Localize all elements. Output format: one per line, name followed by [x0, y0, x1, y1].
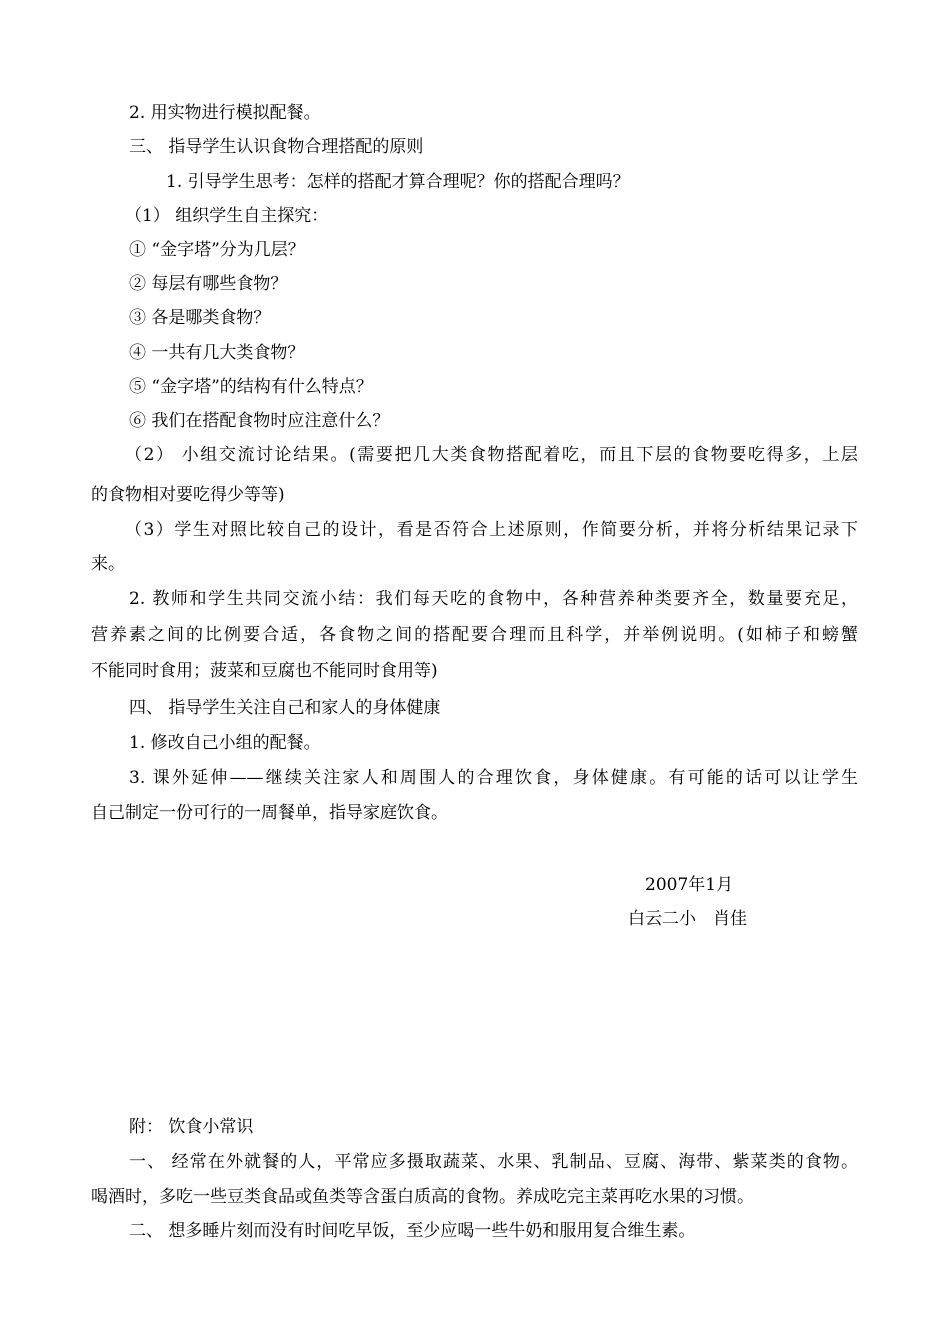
- text-line: 3. 课外延伸——继续关注家人和周围人的合理饮食，身体健康。有可能的话可以让学生: [129, 768, 858, 788]
- section-heading: 四、 指导学生关注自己和家人的身体健康: [129, 698, 441, 718]
- text-line: 2. 教师和学生共同交流小结：我们每天吃的食物中，各种营养种类要齐全，数量要充足，: [129, 589, 858, 609]
- text-line: 1. 引导学生思考：怎样的搭配才算合理呢？你的搭配合理吗？: [166, 172, 630, 192]
- list-item: ③ 各是哪类食物？: [129, 308, 271, 328]
- text-line: 来。: [91, 554, 125, 574]
- appendix-line: 喝酒时，多吃一些豆类食品或鱼类等含蛋白质高的食物。养成吃完主菜再吃水果的习惯。: [91, 1187, 754, 1207]
- list-item: ⑥ 我们在搭配食物时应注意什么？: [129, 411, 390, 431]
- appendix-line: 二、 想多睡片刻而没有时间吃早饭，至少应喝一些牛奶和服用复合维生素。: [129, 1221, 696, 1241]
- text-line: 营养素之间的比例要合适，各食物之间的搭配要合理而且科学，并举例说明。(如柿子和螃蟹: [91, 625, 858, 645]
- text-line: 自己制定一份可行的一周餐单，指导家庭饮食。: [91, 803, 448, 823]
- appendix-line: 一、 经常在外就餐的人，平常应多摄取蔬菜、水果、乳制品、豆腐、海带、紫菜类的食物。: [129, 1152, 858, 1172]
- document-date: 2007年1月: [645, 875, 734, 895]
- text-line: （3）学生对照比较自己的设计，看是否符合上述原则，作简要分析，并将分析结果记录下: [125, 520, 858, 540]
- text-line: 2. 用实物进行模拟配餐。: [129, 103, 321, 123]
- list-item: ④ 一共有几大类食物？: [129, 343, 305, 363]
- text-line: 的食物相对要吃得少等等): [91, 485, 285, 505]
- text-line: （1） 组织学生自主探究：: [125, 206, 329, 226]
- list-item: ⑤ “金字塔”的结构有什么特点？: [129, 377, 373, 397]
- text-line: 1. 修改自己小组的配餐。: [129, 733, 321, 753]
- text-line: 不能同时食用；菠菜和豆腐也不能同时食用等): [91, 661, 438, 681]
- list-item: ① “金字塔”分为几层？: [129, 240, 305, 260]
- text-line: （2） 小组交流讨论结果。(需要把几大类食物搭配着吃，而且下层的食物要吃得多，上层: [125, 445, 858, 465]
- appendix-title: 附： 饮食小常识: [129, 1117, 254, 1137]
- section-heading: 三、 指导学生认识食物合理搭配的原则: [129, 137, 424, 157]
- list-item: ② 每层有哪些食物？: [129, 274, 288, 294]
- document-author: 白云二小 肖佳: [628, 909, 747, 929]
